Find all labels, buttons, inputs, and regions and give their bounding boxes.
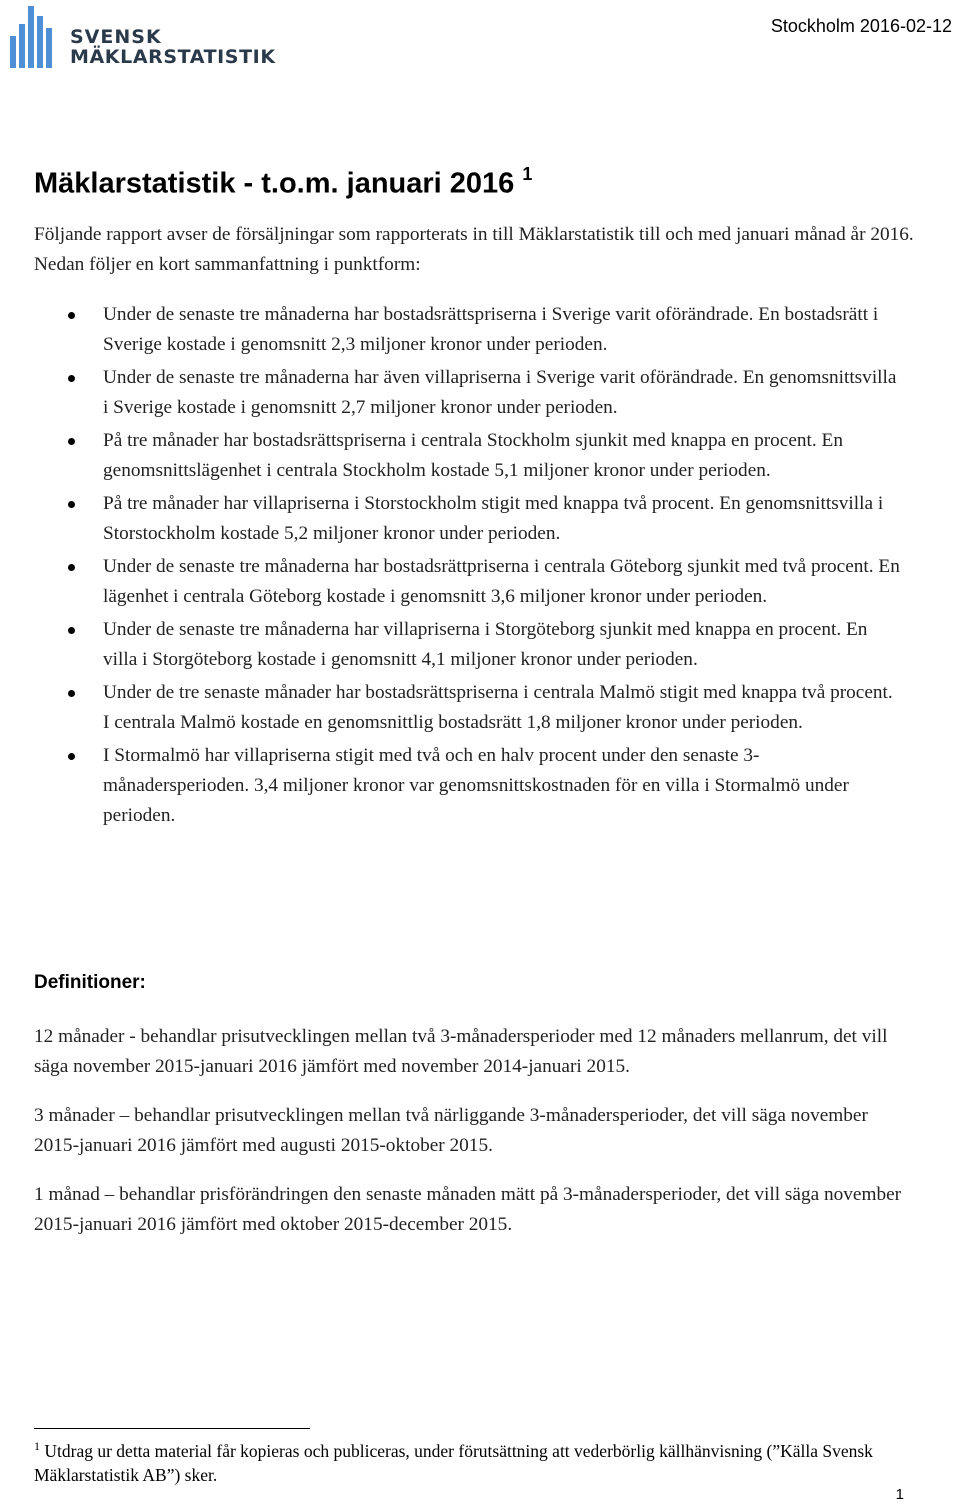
list-item: [0, 552, 900, 612]
definition-1-month: 1 månad – behandlar prisförändringen den senaste månaden mätt på 3-månadersperioder, det vill säga november 2015-januari 2016 jämfört med oktober 2015-december 2015.: [34, 1184, 902, 1235]
summary-list: [0, 300, 900, 834]
bullet-icon: [68, 501, 75, 508]
footnote-divider: [34, 1428, 310, 1429]
footnote: [34, 1434, 914, 1487]
logo-line-1: SVENSK: [70, 26, 162, 48]
logo-wordmark: [70, 28, 276, 68]
bullet-icon: [68, 438, 75, 445]
page-number: 1: [895, 1486, 904, 1503]
footnote-marker: 1: [34, 1439, 40, 1453]
list-item: [0, 678, 900, 738]
logo-bar: [28, 6, 34, 68]
logo-bar: [10, 36, 16, 68]
logo: [10, 6, 280, 72]
footnote-text: Utdrag ur detta material får kopieras och publiceras, under förutsättning att vederbörlig källhänvisning (”Källa Svensk Mäklarstatistik AB”) sker.: [34, 1440, 873, 1485]
logo-bar: [46, 28, 52, 68]
list-item-text: I Stormalmö har villapriserna stigit med två och en halv procent under den senaste 3-månadersperioden. 3,4 miljoner kronor var genomsnittskostnaden för en villa i Stormalmö under perioden.: [103, 745, 849, 826]
definition-3-months: 3 månader – behandlar prisutvecklingen mellan två närliggande 3-månadersperioder, det vill säga november 2015-januari 2016 jämfört med augusti 2015-oktober 2015.: [34, 1105, 868, 1156]
report-date: Stockholm 2016-02-12: [770, 16, 952, 36]
list-item: [0, 363, 900, 423]
list-item: [0, 426, 900, 486]
bullet-icon: [68, 312, 75, 319]
list-item: [0, 489, 900, 549]
list-item-text: På tre månader har villapriserna i Storstockholm stigit med knappa två procent. En genomsnittsvilla i Storstockholm kostade 5,2 miljoner kronor under perioden.: [103, 493, 884, 544]
list-item-text: Under de senaste tre månaderna har villapriserna i Storgöteborg sjunkit med knappa en procent. En villa i Storgöteborg kostade i genomsnitt 4,1 miljoner kronor under perioden.: [103, 619, 868, 670]
bullet-icon: [68, 753, 75, 760]
page-title: [34, 156, 532, 204]
logo-bars-icon: [10, 6, 60, 72]
list-item: [0, 615, 900, 675]
definition-12-months: 12 månader - behandlar prisutvecklingen mellan två 3-månadersperioder med 12 månaders mellanrum, det vill säga november 2015-januari 2016 jämfört med november 2014-januari 2015.: [34, 1026, 888, 1077]
intro-paragraph: Följande rapport avser de försäljningar som rapporterats in till Mäklarstatistik till och med januari månad år 2016. Nedan följer en kort sammanfattning i punktform:: [34, 224, 914, 275]
list-item-text: Under de senaste tre månaderna har även villapriserna i Sverige varit oförändrade. En genomsnittsvilla i Sverige kostade i genomsnitt 2,7 miljoner kronor under perioden.: [103, 367, 897, 418]
bullet-icon: [68, 690, 75, 697]
bullet-icon: [68, 627, 75, 634]
list-item: [0, 741, 900, 831]
bullet-icon: [68, 375, 75, 382]
definitions-heading: Definitioner:: [34, 972, 146, 993]
logo-line-2: MÄKLARSTATISTIK: [70, 46, 276, 68]
title-footnote-ref: 1: [522, 164, 533, 184]
list-item-text: På tre månader har bostadsrättspriserna i centrala Stockholm sjunkit med knappa en procent. En genomsnittslägenhet i centrala Stockholm kostade 5,1 miljoner kronor under perioden.: [103, 430, 843, 481]
logo-bar: [19, 24, 25, 68]
logo-bar: [37, 16, 43, 68]
list-item: [0, 300, 900, 360]
title-text: Mäklarstatistik - t.o.m. januari 2016: [34, 167, 515, 200]
bullet-icon: [68, 564, 75, 571]
list-item-text: Under de tre senaste månader har bostadsrättspriserna i centrala Malmö stigit med knappa två procent. I centrala Malmö kostade en genomsnittlig bostadsrätt 1,8 miljoner kronor under perioden.: [103, 682, 893, 733]
list-item-text: Under de senaste tre månaderna har bostadsrättpriserna i centrala Göteborg sjunkit med två procent. En lägenhet i centrala Göteborg kostade i genomsnitt 3,6 miljoner kronor under perioden.: [103, 556, 900, 607]
list-item-text: Under de senaste tre månaderna har bostadsrättspriserna i Sverige varit oförändrade. En bostadsrätt i Sverige kostade i genomsnitt 2,3 miljoner kronor under perioden.: [103, 304, 879, 355]
